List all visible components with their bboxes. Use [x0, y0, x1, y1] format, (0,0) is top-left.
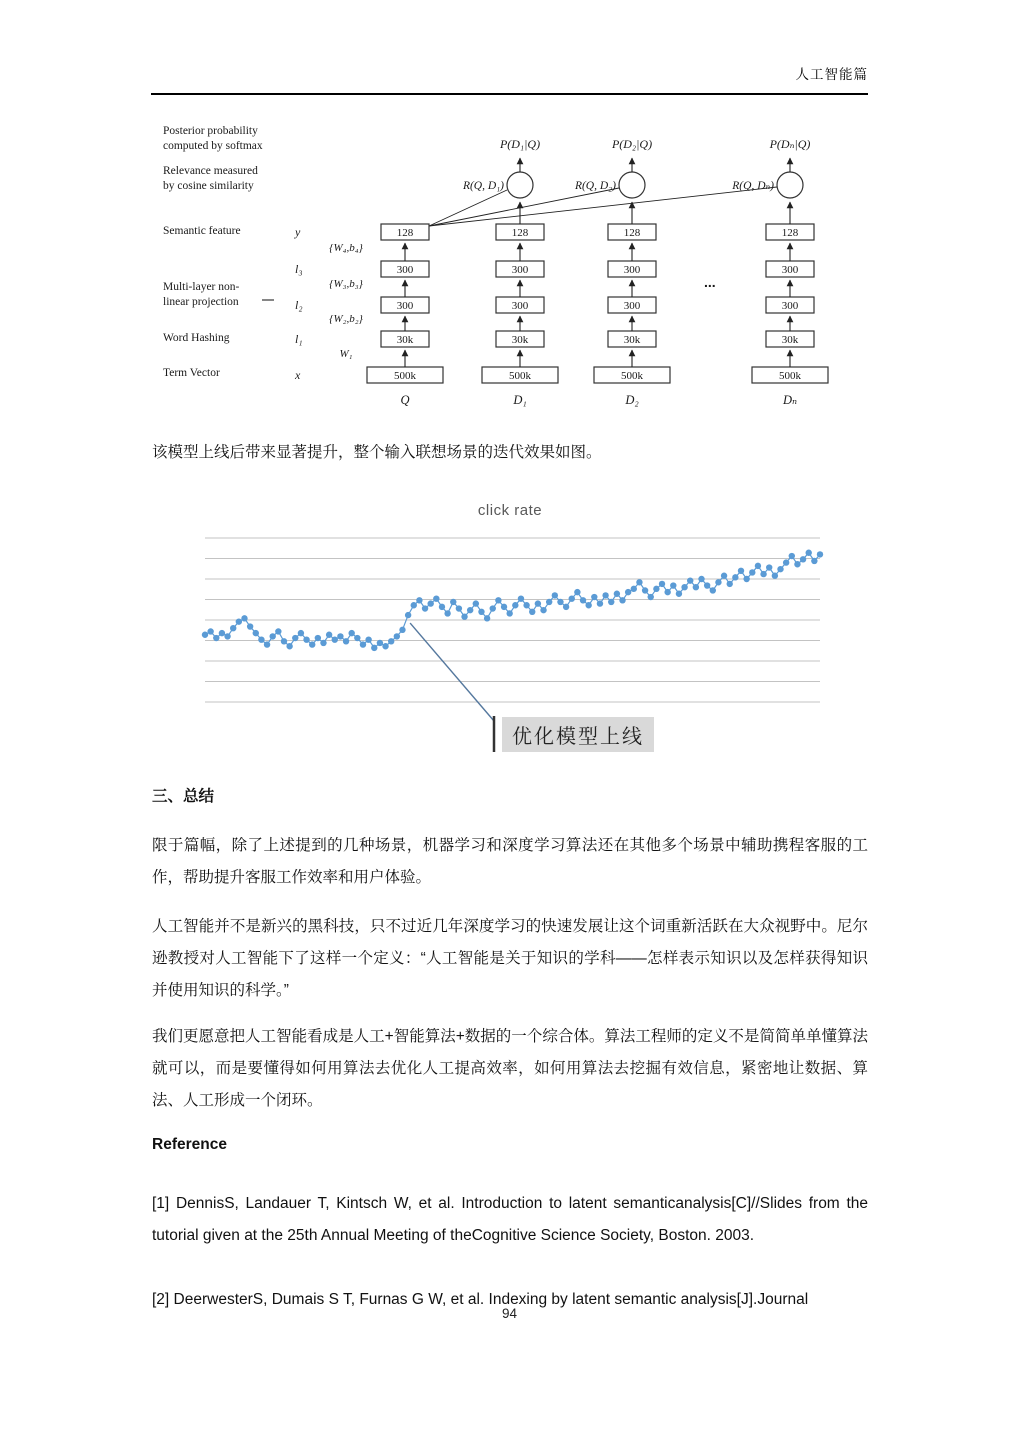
p-label-d2: P(D₂|Q): [611, 137, 653, 151]
data-point: [800, 556, 806, 562]
data-point: [574, 589, 580, 595]
weight-w2b2: {W₂,b₂}: [329, 313, 363, 325]
dn-box-300a-value: 300: [781, 264, 799, 276]
data-point: [727, 581, 733, 587]
data-point: [207, 628, 213, 634]
data-point: [456, 605, 462, 611]
data-point: [642, 587, 648, 593]
dn-box-30k-value: 30k: [781, 334, 799, 346]
chart-annotation-label: [502, 717, 654, 752]
annotation-callout-line: [410, 623, 494, 721]
data-point: [303, 636, 309, 642]
col-label-q: Q: [400, 393, 410, 407]
data-point: [348, 630, 354, 636]
data-point: [529, 609, 535, 615]
data-point: [473, 600, 479, 606]
label-posterior-line2: computed by softmax: [163, 140, 263, 152]
data-point: [326, 632, 332, 638]
d1-box-300b-value: 300: [511, 300, 529, 312]
d2-box-300a-value: 300: [623, 264, 641, 276]
data-point: [371, 645, 377, 651]
data-point: [772, 573, 778, 579]
data-point: [388, 638, 394, 644]
data-point: [270, 633, 276, 639]
data-point: [292, 635, 298, 641]
weight-w4b4: {W₄,b₄}: [329, 242, 363, 254]
data-point: [399, 627, 405, 633]
data-point: [625, 589, 631, 595]
data-point: [236, 618, 242, 624]
data-point: [512, 602, 518, 608]
dn-box-128-value: 128: [781, 227, 799, 239]
data-point: [631, 586, 637, 592]
data-point: [552, 592, 558, 598]
data-point: [320, 640, 326, 646]
paragraph-model-result: 该模型上线后带来显著提升，整个输入联想场景的迭代效果如图。: [152, 444, 602, 461]
data-point: [648, 594, 654, 600]
label-term-vector: Term Vector: [163, 367, 220, 379]
data-point: [602, 592, 608, 598]
page-number: 94: [501, 1306, 518, 1321]
d2-box-300b-value: 300: [623, 300, 641, 312]
columns-ellipsis: ...: [704, 274, 716, 290]
data-point: [202, 632, 208, 638]
var-l1: l₁: [295, 332, 303, 346]
data-point: [253, 630, 259, 636]
section-heading-summary: 三、总结: [152, 788, 215, 805]
data-point: [653, 586, 659, 592]
d1-box-30k-value: 30k: [511, 334, 529, 346]
cosine-circle-dn: [777, 172, 803, 198]
data-point: [608, 599, 614, 605]
p-label-dn: P(Dₙ|Q): [769, 137, 811, 151]
reference-heading: Reference: [152, 1136, 227, 1153]
data-point: [710, 587, 716, 593]
data-point: [247, 623, 253, 629]
data-point: [501, 604, 507, 610]
data-point: [715, 579, 721, 585]
data-point: [258, 636, 264, 642]
data-point: [360, 641, 366, 647]
data-point: [427, 600, 433, 606]
data-point: [506, 610, 512, 616]
q-box-300b-value: 300: [396, 300, 414, 312]
data-point: [783, 559, 789, 565]
data-point: [806, 550, 812, 556]
data-point: [597, 600, 603, 606]
data-point: [281, 638, 287, 644]
label-multilayer-line2: linear projection: [163, 296, 239, 308]
data-point: [433, 595, 439, 601]
data-point: [224, 633, 230, 639]
cosine-circle-d1: [507, 172, 533, 198]
col-label-dn: Dₙ: [782, 393, 798, 407]
chart-title: click rate: [477, 502, 543, 519]
data-point: [275, 628, 281, 634]
header-rule: [151, 93, 868, 95]
cosine-circle-d2: [619, 172, 645, 198]
data-point: [467, 607, 473, 613]
d2-box-500k-value: 500k: [621, 370, 643, 382]
data-point: [766, 564, 772, 570]
data-point: [619, 597, 625, 603]
data-point: [490, 605, 496, 611]
data-point: [411, 602, 417, 608]
data-point: [332, 636, 338, 642]
data-point: [789, 553, 795, 559]
data-point: [749, 569, 755, 575]
data-point: [580, 597, 586, 603]
data-point: [817, 551, 823, 557]
data-point: [659, 581, 665, 587]
data-point: [230, 625, 236, 631]
reference-item-1: [1] DennisS, Landauer T, Kintsch W, et al. Introduction to latent semanticanalysis[C]//Slides from the tutorial given at the 25th Annual Meeting of theCognitive Science Society, Boston. 2003.: [152, 1195, 868, 1244]
data-point: [241, 615, 247, 621]
summary-paragraph-1: 限于篇幅，除了上述提到的几种场景，机器学习和深度学习算法还在其他多个场景中辅助携程客服的工作，帮助提升客服工作效率和用户体验。: [152, 837, 868, 886]
var-l2: l₂: [295, 298, 303, 312]
data-point: [394, 633, 400, 639]
data-point: [523, 602, 529, 608]
d1-box-128-value: 128: [511, 227, 529, 239]
var-x: x: [295, 368, 301, 382]
data-point: [591, 594, 597, 600]
p-label-d1: P(D₁|Q): [499, 137, 541, 151]
connector-line: [429, 187, 777, 226]
connector-line: [429, 190, 507, 226]
var-y: y: [295, 225, 301, 239]
var-l3: l₃: [295, 262, 303, 276]
data-point: [794, 561, 800, 567]
chart-annotation-text: 优化模型上线: [512, 726, 644, 748]
weight-w3b3: {W₃,b₃}: [329, 278, 363, 290]
data-point: [557, 599, 563, 605]
r-label-dn: R(Q, Dₙ): [732, 180, 774, 192]
q-to-circles-lines: [429, 187, 777, 226]
data-point: [585, 602, 591, 608]
summary-paragraph-2: 人工智能并不是新兴的黑科技，只不过近几年深度学习的快速发展让这个词重新活跃在大众视野中。尼尔逊教授对人工智能下了这样一个定义：“人工智能是关于知识的学科——怎样表示知识以及怎样获得知识并使用知识的科学。”: [152, 918, 868, 999]
data-point: [563, 604, 569, 610]
data-point: [416, 597, 422, 603]
click-rate-chart: [150, 500, 870, 772]
series-line: [205, 553, 820, 648]
data-point: [755, 563, 761, 569]
data-point: [439, 604, 445, 610]
data-point: [286, 643, 292, 649]
header-title: 人工智能篇: [795, 67, 868, 82]
data-point: [636, 579, 642, 585]
col-label-d2: D₂: [625, 393, 639, 407]
label-posterior-line1: Posterior probability: [163, 125, 258, 137]
data-point: [540, 607, 546, 613]
data-point: [721, 573, 727, 579]
data-point: [535, 600, 541, 606]
data-point: [461, 614, 467, 620]
d2-box-30k-value: 30k: [623, 334, 641, 346]
d2-box-128-value: 128: [623, 227, 641, 239]
label-word-hashing: Word Hashing: [163, 332, 230, 344]
data-point: [365, 636, 371, 642]
data-point: [614, 591, 620, 597]
data-point: [377, 640, 383, 646]
d1-box-500k-value: 500k: [509, 370, 531, 382]
r-label-d1: R(Q, D₁): [462, 180, 504, 192]
label-multilayer-line1: Multi-layer non-: [163, 281, 240, 293]
data-point: [354, 635, 360, 641]
dn-box-500k-value: 500k: [779, 370, 801, 382]
data-point: [738, 568, 744, 574]
label-relevance-line1: Relevance measured: [163, 165, 258, 177]
data-point: [681, 584, 687, 590]
label-semantic-feature: Semantic feature: [163, 225, 241, 237]
data-point: [687, 577, 693, 583]
q-box-300a-value: 300: [396, 264, 414, 276]
data-point: [298, 630, 304, 636]
data-point: [670, 582, 676, 588]
data-point: [315, 635, 321, 641]
data-point: [811, 558, 817, 564]
reference-item-2: [2] DeerwesterS, Dumais S T, Furnas G W, et al. Indexing by latent semantic analysis[J].Journal: [152, 1291, 809, 1308]
data-point: [337, 633, 343, 639]
col-label-d1: D₁: [513, 393, 527, 407]
summary-paragraph-3: 我们更愿意把人工智能看成是人工+智能算法+数据的一个综合体。算法工程师的定义不是简简单单懂算法就可以，而是要懂得如何用算法去优化人工提高效率，如何用算法去挖掘有效信息，紧密地让数据、算法、人工形成一个闭环。: [152, 1028, 868, 1109]
r-label-d2: R(Q, D₂): [574, 180, 616, 192]
label-relevance-line2: by cosine similarity: [163, 180, 254, 192]
q-box-128-value: 128: [396, 227, 414, 239]
data-point: [760, 571, 766, 577]
data-point: [743, 576, 749, 582]
data-point: [382, 643, 388, 649]
dssm-diagram-svg: [150, 124, 870, 424]
q-box-500k-value: 500k: [394, 370, 416, 382]
data-point: [309, 641, 315, 647]
data-point: [478, 609, 484, 615]
data-point: [518, 595, 524, 601]
data-point: [698, 576, 704, 582]
data-point: [219, 630, 225, 636]
column-q: [367, 224, 443, 407]
d1-box-300a-value: 300: [511, 264, 529, 276]
data-point: [676, 591, 682, 597]
dn-box-300b-value: 300: [781, 300, 799, 312]
data-point: [569, 595, 575, 601]
weight-w1: W₁: [339, 348, 353, 360]
data-point: [732, 574, 738, 580]
data-point: [546, 599, 552, 605]
data-point: [405, 612, 411, 618]
data-point: [693, 584, 699, 590]
data-point: [450, 599, 456, 605]
q-box-30k-value: 30k: [396, 334, 414, 346]
dssm-diagram: [150, 124, 870, 424]
data-point: [343, 638, 349, 644]
data-point: [495, 597, 501, 603]
data-point: [664, 589, 670, 595]
data-point: [213, 635, 219, 641]
data-point: [484, 615, 490, 621]
data-point: [777, 566, 783, 572]
data-point: [422, 605, 428, 611]
data-point: [444, 610, 450, 616]
data-point: [264, 641, 270, 647]
data-point: [704, 582, 710, 588]
